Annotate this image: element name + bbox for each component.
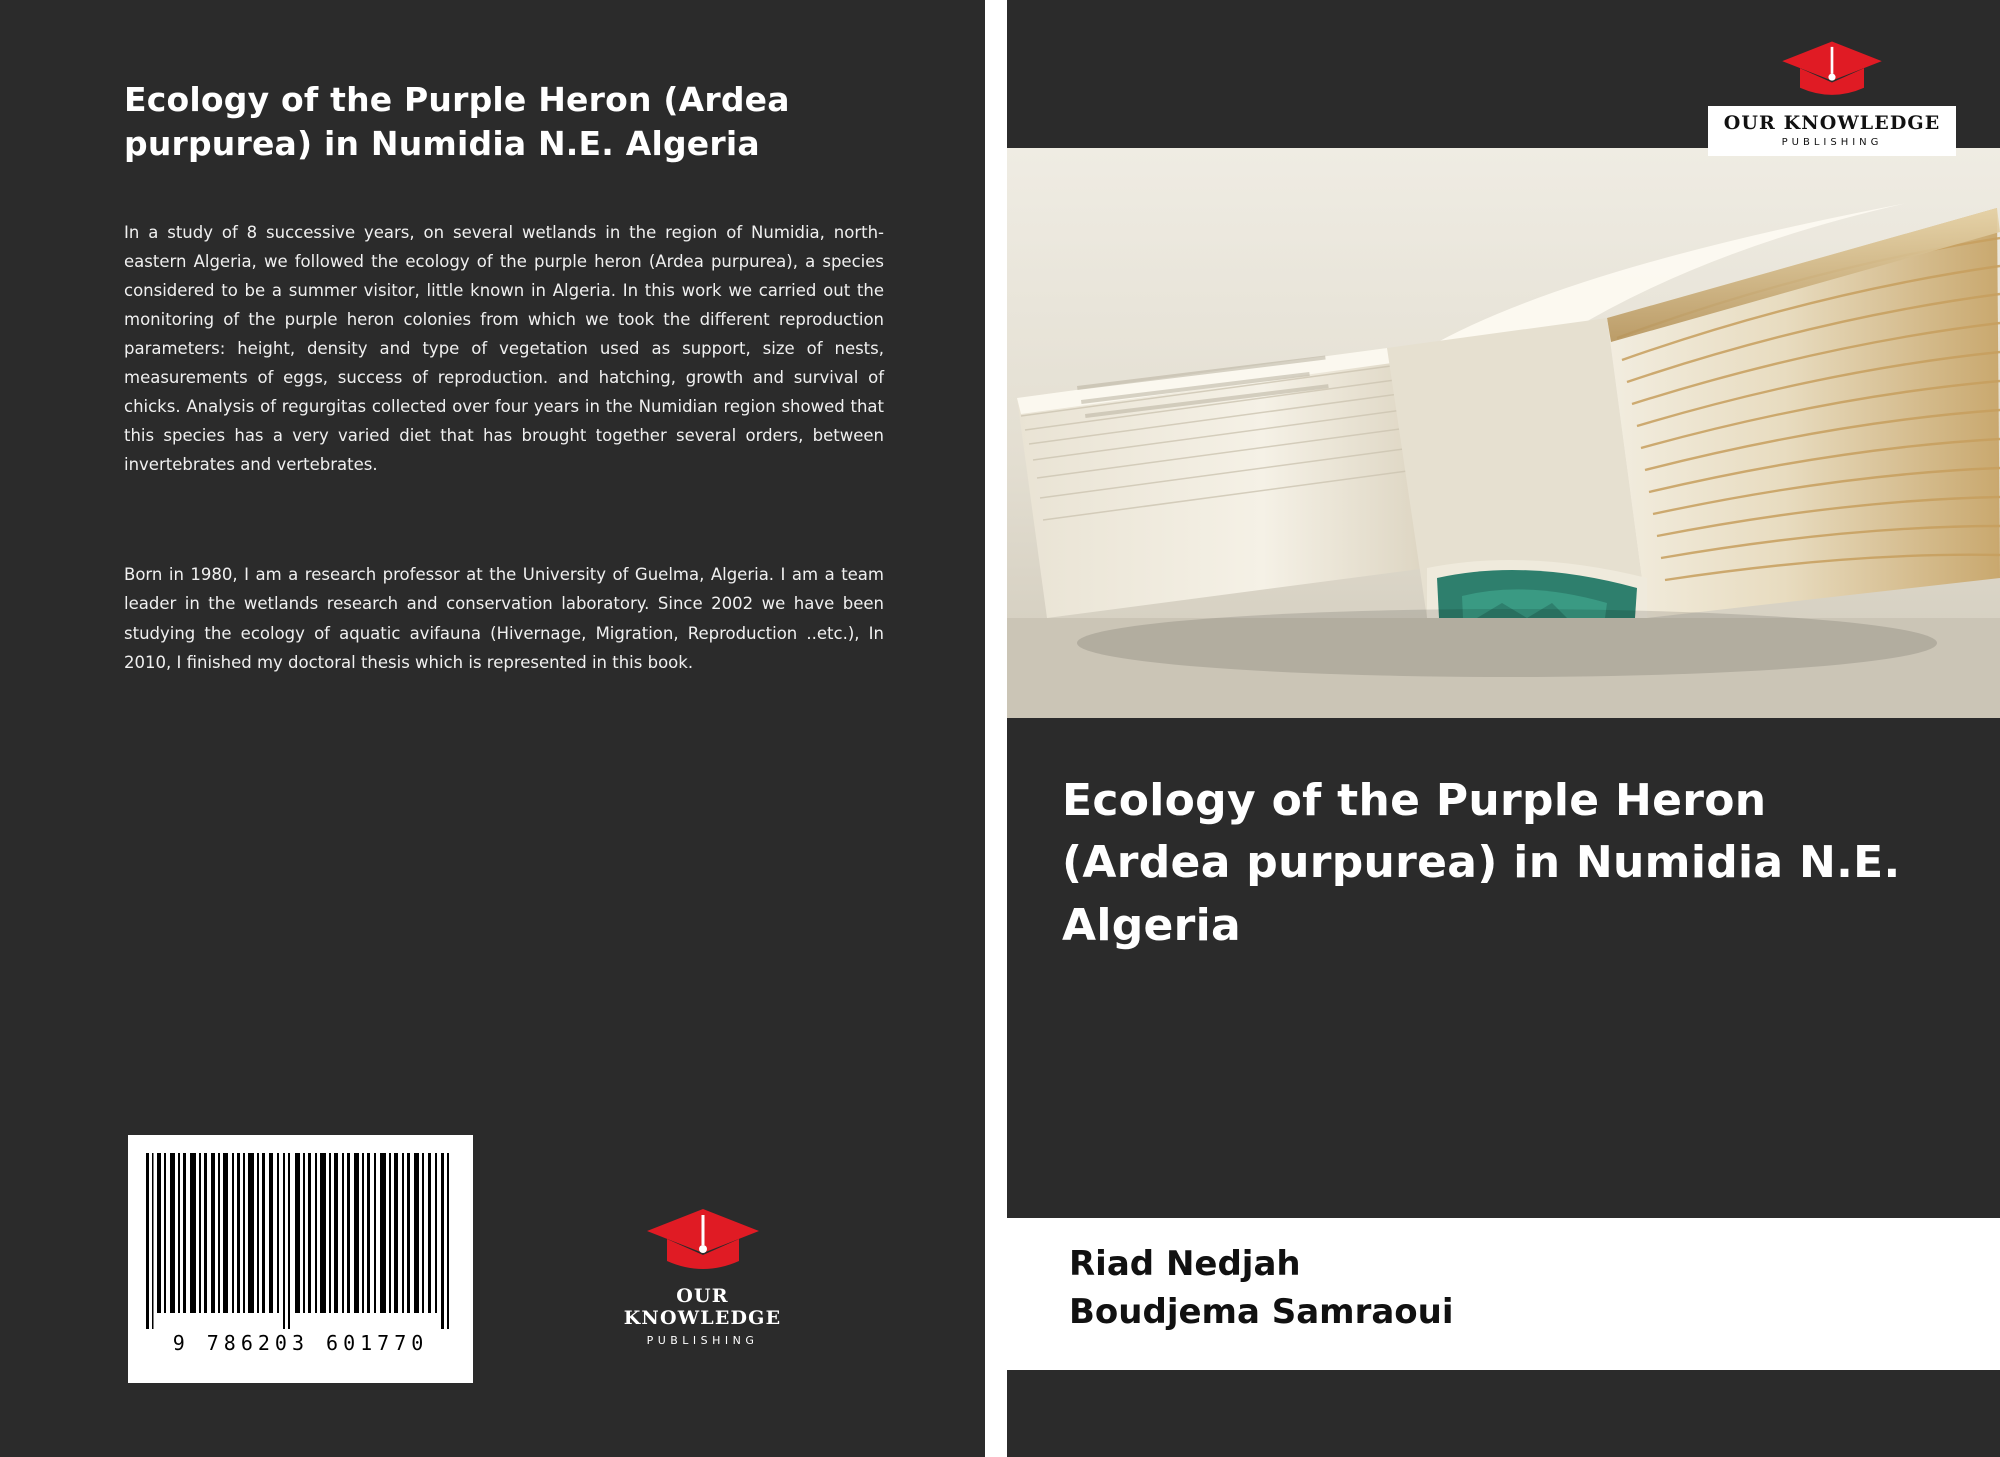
book-spine (985, 0, 1007, 1457)
cover-photo (1007, 148, 2000, 718)
graduation-cap-icon (643, 1205, 763, 1277)
publisher-name-back: OUR KNOWLEDGE (623, 1285, 782, 1329)
author-name-1: Riad Nedjah (1069, 1244, 1301, 1284)
barcode-icon (144, 1153, 457, 1329)
publisher-name-front: OUR KNOWLEDGE (1723, 112, 1941, 134)
publisher-logo-front (1707, 38, 1957, 156)
publisher-logo-back (595, 1205, 810, 1347)
front-cover-bottom-strip (1007, 1370, 2000, 1457)
back-cover-panel (0, 0, 985, 1457)
front-cover-panel (1007, 0, 2000, 1457)
author-biography: Born in 1980, I am a research professor at the University of Guelma, Algeria. I am a team leader in the wetlands research and conservation laboratory. Since 2002 we have been studying the ecology of aquatic avifauna (Hivernage, Migration, Reproduction ..etc.), In 2010, I finished my doctoral thesis which is represented in this book. (124, 565, 884, 673)
back-cover-title: Ecology of the Purple Heron (Ardea purpurea) in Numidia N.E. Algeria (124, 80, 790, 163)
publisher-logo-badge (1708, 106, 1957, 156)
authors (1069, 1240, 1454, 1337)
open-book-photo (1007, 148, 2000, 718)
front-cover-title: Ecology of the Purple Heron (Ardea purpurea) in Numidia N.E. Algeria (1062, 775, 1901, 951)
author-name-2: Boudjema Samraoui (1069, 1292, 1454, 1333)
publisher-subtitle-front: PUBLISHING (1781, 137, 1883, 148)
barcode-number: 9 786203 601770 (172, 1331, 429, 1355)
back-cover-abstract: In a study of 8 successive years, on several wetlands in the region of Numidia, north-eastern Algeria, we followed the ecology of the purple heron (Ardea purpurea), a species considered to be a summer visitor, little known in Algeria. In this work we carried out the monitoring of the purple heron colonies from which we took the different reproduction parameters: height, density and type of vegetation used as support, size of nests, measurements of eggs, success of reproduction. and hatching, growth and survival of chicks. Analysis of regurgitas collected over four years in the Numidian region showed that this species has a very varied diet that has brought together several orders, between invertebrates and vertebrates. (124, 223, 884, 475)
barcode (128, 1135, 473, 1383)
publisher-subtitle-back: PUBLISHING (646, 1334, 759, 1347)
graduation-cap-icon (1776, 38, 1888, 102)
